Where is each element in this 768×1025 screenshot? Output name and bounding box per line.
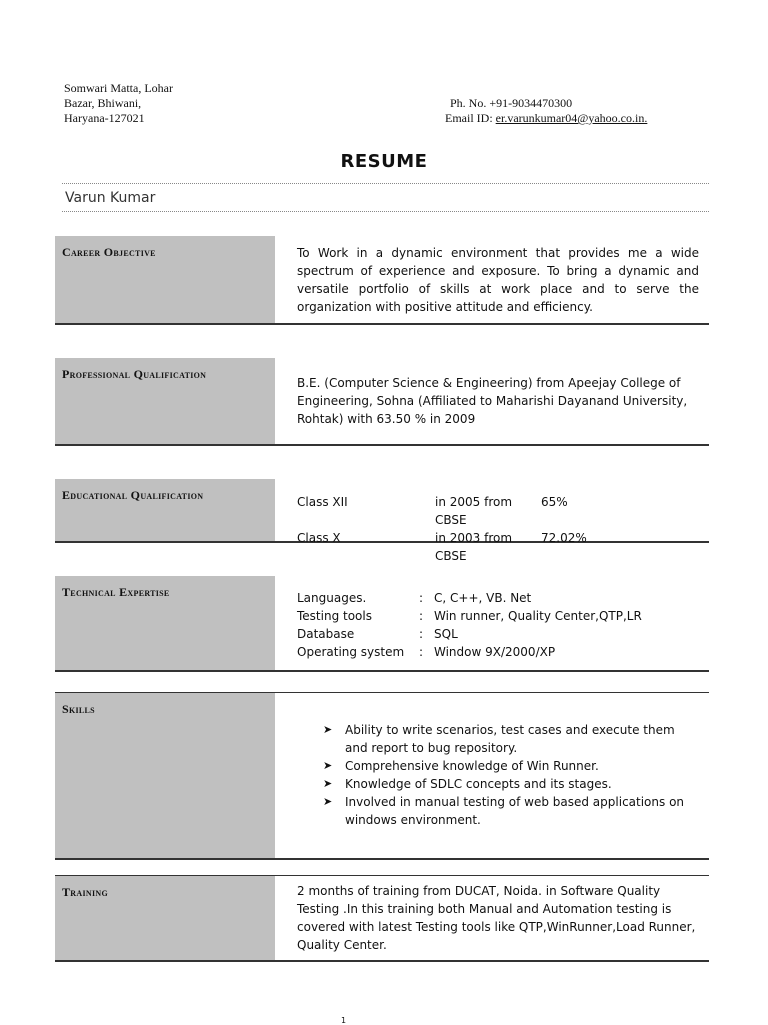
arrow-bullet-icon: ➤: [323, 759, 333, 772]
technical-separator: :: [419, 591, 424, 605]
address-line: Bazar, Bhiwani,: [64, 96, 142, 110]
education-row: [297, 529, 699, 565]
technical-list: [297, 589, 699, 661]
technical-value: Window 9X/2000/XP: [434, 645, 556, 659]
section-heading: Educational Qualification: [62, 488, 204, 502]
technical-separator: :: [419, 627, 424, 641]
technical-row: [297, 643, 699, 661]
education-year: in 2003 from CBSE: [435, 531, 513, 563]
section-label-panel: [55, 693, 275, 858]
technical-value: C, C++, VB. Net: [434, 591, 532, 605]
education-class: Class XII: [297, 495, 348, 509]
education-class: Class X: [297, 531, 341, 545]
section-skills: [55, 692, 709, 860]
section-heading: Training: [62, 885, 108, 899]
email-label: Email ID:: [445, 111, 493, 125]
technical-value: Win runner, Quality Center,QTP,LR: [434, 609, 642, 623]
section-career-objective: [55, 236, 709, 325]
list-item: [297, 793, 699, 829]
arrow-bullet-icon: ➤: [323, 777, 333, 790]
technical-key: Languages.: [297, 591, 367, 605]
dotted-divider: [62, 211, 709, 212]
technical-row: [297, 589, 699, 607]
section-heading: Professional Qualification: [62, 367, 207, 381]
section-heading: Skills: [62, 702, 95, 716]
section-label-panel: [55, 236, 275, 323]
section-training: [55, 875, 709, 962]
section-educational-qualification: [55, 479, 709, 563]
list-item: [297, 721, 699, 757]
technical-separator: :: [419, 609, 424, 623]
dotted-divider: [62, 183, 709, 184]
arrow-bullet-icon: ➤: [323, 795, 333, 808]
contact-block: [445, 96, 647, 126]
arrow-bullet-icon: ➤: [323, 723, 333, 736]
technical-value: SQL: [434, 627, 458, 641]
education-table: [297, 493, 699, 565]
section-technical-expertise: [55, 576, 709, 672]
section-heading: Career Objective: [62, 245, 156, 259]
education-percentage: 72.02%: [541, 531, 587, 545]
resume-title: RESUME: [340, 151, 428, 172]
skills-list: [297, 721, 699, 829]
skill-text: Knowledge of SDLC concepts and its stages.: [345, 777, 612, 791]
technical-key: Testing tools: [297, 609, 372, 623]
address-block: [64, 81, 173, 126]
technical-key: Operating system: [297, 645, 405, 659]
education-row: [297, 493, 699, 529]
section-label-panel: [55, 358, 275, 444]
list-item: [297, 775, 699, 793]
section-label-panel: [55, 479, 275, 541]
education-percentage: 65%: [541, 495, 568, 509]
skill-text: Comprehensive knowledge of Win Runner.: [345, 759, 599, 773]
section-professional-qualification: [55, 358, 709, 446]
technical-row: [297, 607, 699, 625]
career-objective-text: To Work in a dynamic environment that provides me a wide spectrum of experience and exposure. To bring a dynamic and versatile portfolio of skills at work place and to serve the organization with positive attitude and efficiency.: [297, 246, 699, 314]
technical-key: Database: [297, 627, 355, 641]
section-heading: Technical Expertise: [62, 585, 170, 599]
phone-number: Ph. No. +91-9034470300: [450, 96, 573, 110]
education-year: in 2005 from CBSE: [435, 495, 513, 527]
technical-row: [297, 625, 699, 643]
skill-text: Involved in manual testing of web based applications on windows environment.: [345, 795, 685, 827]
list-item: [297, 757, 699, 775]
email-link[interactable]: er.varunkumar04@yahoo.co.in.: [495, 111, 648, 125]
skill-text: Ability to write scenarios, test cases and execute them and report to bug repository.: [345, 723, 675, 755]
professional-qualification-text: B.E. (Computer Science & Engineering) from Apeejay College of Engineering, Sohna (Affiliated to Maharishi Dayanand University, Rohtak) with 63.50 % in 2009: [297, 376, 688, 426]
technical-separator: :: [419, 645, 424, 659]
page-number: 1: [341, 1016, 347, 1025]
address-line: Haryana-127021: [64, 111, 145, 125]
candidate-name: Varun Kumar: [65, 190, 156, 206]
address-line: Somwari Matta, Lohar: [64, 81, 173, 95]
section-label-panel: [55, 876, 275, 960]
section-label-panel: [55, 576, 275, 670]
training-text: 2 months of training from DUCAT, Noida. in Software Quality Testing .In this training both Manual and Automation testing is covered with latest Testing tools like QTP,WinRunner,Load Runner, Quality Center.: [297, 884, 696, 952]
